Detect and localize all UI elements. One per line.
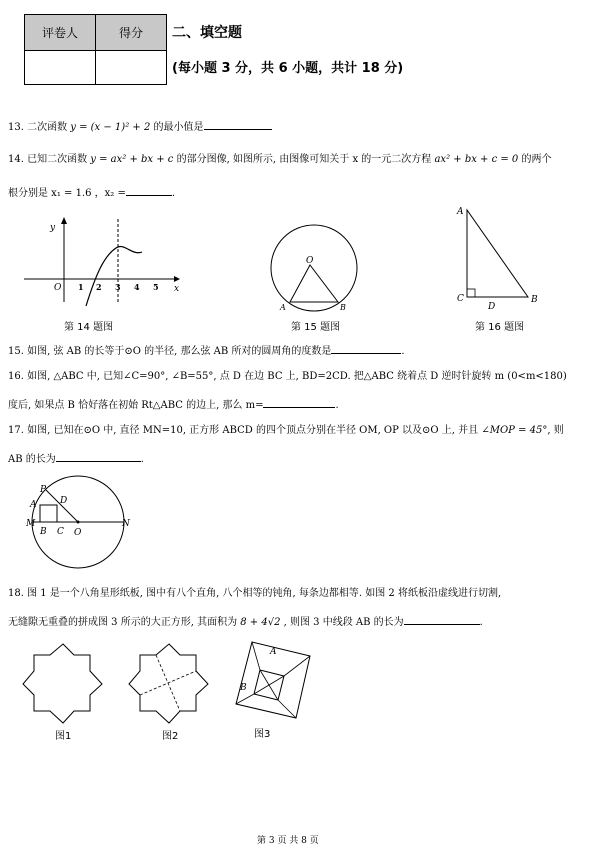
q18-area: 8 + 4√2 bbox=[240, 617, 281, 628]
q13-text-a: 13. 二次函数 bbox=[8, 122, 71, 133]
fig14-caption: 第 14 题图 bbox=[64, 322, 114, 333]
q13-formula: y = (x − 1)² + 2 bbox=[70, 122, 151, 133]
q13-answer-blank[interactable] bbox=[204, 119, 272, 130]
q16-line2: 度后, 如果点 B 恰好落在初始 Rt△ABC 的边上, 那么 m= bbox=[8, 400, 264, 411]
fig18-caption-1: 图1 bbox=[55, 731, 72, 742]
q17-text-a: 17. 如图, 已知在⊙O 中, 直径 MN=10, 正方形 ABCD 的四个顶点分别在半径 OM, OP 以及⊙O 上, 并且 bbox=[8, 425, 482, 436]
q16-line1: 16. 如图, △ABC 中, 已知∠C=90°, ∠B=55°, 点 D 在边 BC 上, BD=2CD. 把△ABC 绕着点 D 逆时针旋转 m (0<m<180) bbox=[8, 371, 567, 382]
fig18-label-b: B bbox=[240, 683, 247, 693]
score-table bbox=[24, 14, 167, 85]
fig14-tick-4: 4 bbox=[134, 282, 140, 292]
figure-16 bbox=[455, 204, 545, 314]
q17-answer-blank[interactable] bbox=[56, 451, 141, 462]
fig14-tick-2: 2 bbox=[96, 282, 102, 292]
q16-answer-blank[interactable] bbox=[263, 397, 335, 408]
question-17 bbox=[8, 424, 564, 438]
grader-header: 评卷人 bbox=[25, 15, 96, 51]
fig15-label-o: O bbox=[306, 256, 314, 266]
grader-cell[interactable] bbox=[25, 51, 96, 85]
q14-formula-2: ax² + bx + c = 0 bbox=[434, 154, 519, 165]
score-cell[interactable] bbox=[96, 51, 167, 85]
question-18 bbox=[8, 587, 501, 601]
fig16-label-d: D bbox=[488, 302, 496, 312]
fig18-caption-2: 图2 bbox=[162, 731, 179, 742]
question-16 bbox=[8, 370, 567, 384]
fig14-y-label: y bbox=[50, 223, 56, 233]
fig17-label-a: A bbox=[30, 500, 37, 510]
fig16-caption: 第 16 题图 bbox=[475, 322, 525, 333]
q15-text: 15. 如图, 弦 AB 的长等于⊙O 的半径, 那么弦 AB 所对的圆周角的度数是 bbox=[8, 346, 332, 357]
q18-text-b: , 则图 3 中线段 AB 的长为 bbox=[280, 617, 404, 628]
q18-line1: 18. 图 1 是一个八角星形纸板, 图中有八个直角, 八个相等的钝角, 每条边都相等. 如图 2 将纸板沿虚线进行切割, bbox=[8, 588, 502, 599]
fig14-tick-5: 5 bbox=[153, 282, 159, 292]
fig15-caption: 第 15 题图 bbox=[291, 322, 341, 333]
fig18-caption-3: 图3 bbox=[254, 729, 271, 740]
fig15-label-a: A bbox=[280, 303, 286, 312]
q14-text-a: 14. 已知二次函数 bbox=[8, 154, 91, 165]
fig14-tick-1: 1 bbox=[78, 282, 84, 292]
fig15-label-b: B bbox=[340, 303, 346, 312]
fig17-label-c: C bbox=[57, 527, 64, 537]
figure-18-1 bbox=[22, 643, 104, 725]
figure-14 bbox=[24, 214, 184, 309]
q14-line2: 根分别是 x₁ = 1.6 ，x₂ = bbox=[8, 188, 126, 199]
question-15: 15. 如图, 弦 AB 的长等于⊙O 的半径, 那么弦 AB 所对的圆周角的度数是 . bbox=[8, 343, 405, 359]
fig17-label-d: D bbox=[60, 496, 68, 506]
q17-text-b: , 则 bbox=[547, 425, 564, 436]
fig17-label-b: B bbox=[40, 527, 47, 537]
q14-text-b: 的部分图像, 如图所示, 由图像可知关于 x 的一元二次方程 bbox=[173, 154, 435, 165]
fig17-label-m: M bbox=[26, 519, 36, 529]
fig17-label-n: N bbox=[122, 519, 130, 529]
question-18-line2: 无缝隙无重叠的拼成图 3 所示的大正方形, 其面积为 8 + 4√2 , 则图 3 中线段 AB 的长为 . bbox=[8, 614, 483, 630]
fig14-x-label: x bbox=[174, 284, 180, 294]
section-title: 二、填空题 bbox=[172, 25, 242, 41]
q14-text-c: 的两个 bbox=[518, 154, 552, 165]
section-note: (每小题 3 分，共 6 小题，共计 18 分) bbox=[172, 61, 404, 76]
fig17-label-o: O bbox=[74, 528, 82, 538]
question-17-line2: AB 的长为 . bbox=[8, 451, 144, 467]
q17-line2: AB 的长为 bbox=[8, 454, 56, 465]
question-14-line2: 根分别是 x₁ = 1.6 ，x₂ = . bbox=[8, 185, 175, 201]
fig18-label-a: A bbox=[270, 647, 277, 657]
page-footer: 第 3 页 共 8 页 bbox=[257, 836, 319, 846]
fig16-label-a: A bbox=[457, 207, 464, 217]
question-13 bbox=[8, 119, 272, 135]
fig16-label-b: B bbox=[531, 295, 538, 305]
q13-text-b: 的最小值是 bbox=[150, 122, 204, 133]
q18-answer-blank[interactable] bbox=[404, 614, 480, 625]
fig14-tick-3: 3 bbox=[115, 282, 121, 292]
figure-18-2 bbox=[128, 643, 210, 725]
q14-formula-1: y = ax² + bx + c bbox=[90, 154, 174, 165]
score-header: 得分 bbox=[96, 15, 167, 51]
figure-18-3 bbox=[232, 640, 314, 724]
q17-angle: ∠MOP = 45° bbox=[481, 425, 548, 436]
q18-text-a: 无缝隙无重叠的拼成图 3 所示的大正方形, 其面积为 bbox=[8, 617, 241, 628]
question-14 bbox=[8, 153, 551, 167]
fig16-label-c: C bbox=[457, 294, 464, 304]
figure-17 bbox=[26, 474, 136, 570]
q14-answer-blank[interactable] bbox=[126, 185, 172, 196]
q15-answer-blank[interactable] bbox=[331, 343, 401, 354]
figure-15 bbox=[268, 224, 360, 316]
question-16-line2: 度后, 如果点 B 恰好落在初始 Rt△ABC 的边上, 那么 m= . bbox=[8, 397, 339, 413]
fig17-label-p: P bbox=[40, 485, 47, 495]
fig14-origin-label: O bbox=[54, 283, 62, 293]
